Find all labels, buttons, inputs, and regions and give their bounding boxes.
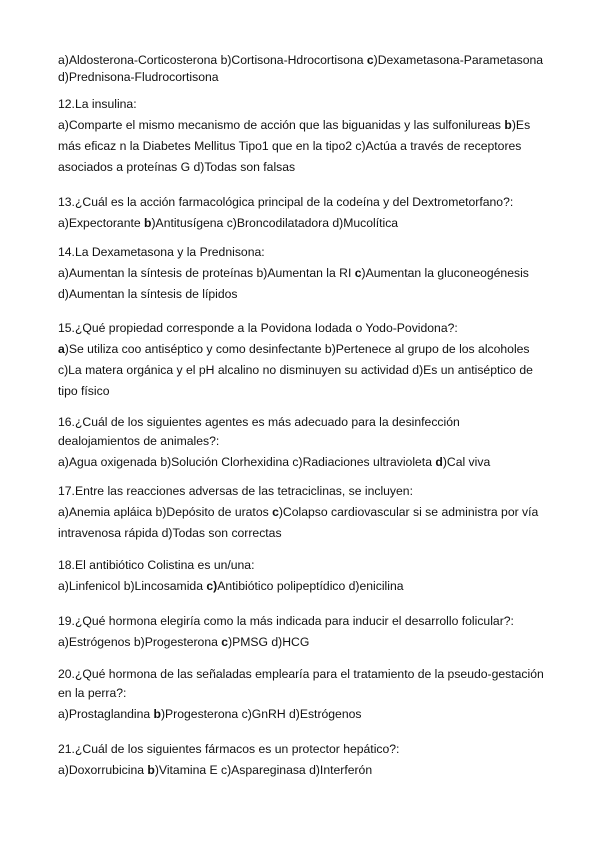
- text-line: [58, 284, 558, 305]
- answer-marker: d: [435, 455, 443, 469]
- text-line: [58, 192, 558, 213]
- text-line: [58, 760, 558, 781]
- text-segment: a)Aumentan la síntesis de proteínas b)Aumentan la RI: [58, 266, 355, 280]
- answer-marker: b: [504, 118, 512, 132]
- text-line: [58, 263, 558, 284]
- text-line: [58, 611, 558, 632]
- text-line: [58, 632, 558, 653]
- answer-marker: b: [153, 707, 161, 721]
- text-segment: a)Anemia apláica b)Depósito de uratos: [58, 505, 273, 519]
- text-segment: dealojamientos de animales?:: [58, 434, 220, 448]
- text-segment: a)Aldosterona-Corticosterona b)Cortisona-Hdrocortisona: [58, 53, 367, 67]
- question-11-options: [58, 52, 558, 86]
- answer-marker: c: [366, 53, 374, 67]
- text-segment: 21.¿Cuál de los siguientes fármacos es un protector hepático?:: [58, 742, 400, 756]
- text-segment: )Aumentan la gluconeogénesis: [361, 266, 529, 280]
- text-segment: a)Doxorrubicina: [58, 763, 148, 777]
- answer-marker: b: [147, 763, 155, 777]
- text-line: [58, 381, 558, 402]
- text-line: [58, 576, 558, 597]
- text-segment: a)Comparte el mismo mecanismo de acción que las biguanidas y las sulfonilureas: [58, 118, 505, 132]
- text-line: [58, 666, 558, 683]
- text-segment: Antibiótico polipeptídico d)enicilina: [217, 579, 404, 593]
- text-line: [58, 52, 558, 69]
- question-14: [58, 242, 558, 305]
- text-segment: )Es: [511, 118, 531, 132]
- question-13: [58, 192, 558, 234]
- text-segment: a)Estrógenos b)Progesterona: [58, 635, 222, 649]
- text-line: [58, 157, 558, 178]
- text-segment: )PMSG d)HCG: [228, 635, 310, 649]
- text-segment: 20.¿Qué hormona de las señaladas emplearía para el tratamiento de la pseudo-gestación: [58, 667, 544, 681]
- text-segment: a)Agua oxigenada b)Solución Clorhexidina c)Radiaciones ultravioleta: [58, 455, 436, 469]
- text-line: [58, 431, 558, 452]
- answer-marker: c: [221, 635, 229, 649]
- text-segment: a)Prostaglandina: [58, 707, 154, 721]
- text-segment: d)Prednisona-Fludrocortisona: [58, 70, 219, 84]
- text-segment: 19.¿Qué hormona elegiría como la más indicada para inducir el desarrollo folicular?:: [58, 614, 514, 628]
- text-segment: 14.La Dexametasona y la Prednisona:: [58, 245, 265, 259]
- text-segment: d)Aumentan la síntesis de lípidos: [58, 287, 238, 301]
- text-line: [58, 502, 558, 523]
- answer-marker: c: [272, 505, 279, 519]
- text-segment: intravenosa rápida d)Todas son correctas: [58, 526, 282, 540]
- text-segment: 12.La insulina:: [58, 97, 137, 111]
- text-line: [58, 339, 558, 360]
- text-segment: 18.El antibiótico Colistina es un/una:: [58, 558, 255, 572]
- question-16: [58, 414, 558, 473]
- text-line: [58, 555, 558, 576]
- question-15: [58, 318, 558, 402]
- text-segment: )Progesterona c)GnRH d)Estrógenos: [160, 707, 362, 721]
- text-segment: )Antitusígena c)Broncodilatadora d)Mucolítica: [151, 216, 399, 230]
- text-segment: 17.Entre las reacciones adversas de las tetraciclinas, se incluyen:: [58, 484, 413, 498]
- text-segment: más eficaz n la Diabetes Mellitus Tipo1 que en la tipo2 c)Actúa a través de receptores: [58, 139, 522, 153]
- text-segment: )Cal viva: [442, 455, 491, 469]
- text-line: [58, 360, 558, 381]
- question-19: [58, 611, 558, 653]
- question-18: [58, 555, 558, 597]
- text-line: [58, 213, 558, 234]
- text-line: [58, 704, 558, 725]
- text-segment: 13.¿Cuál es la acción farmacológica principal de la codeína y del Dextrometorfano?:: [58, 195, 514, 209]
- text-line: [58, 94, 558, 115]
- text-segment: )Dexametasona-Parametasona: [373, 53, 544, 67]
- text-line: [58, 739, 558, 760]
- text-line: [58, 69, 558, 86]
- text-line: [58, 683, 558, 704]
- text-line: [58, 115, 558, 136]
- question-17: [58, 481, 558, 544]
- text-segment: )Colapso cardiovascular si se administra por vía: [278, 505, 539, 519]
- text-segment: a)Linfenicol b)Lincosamida: [58, 579, 207, 593]
- text-segment: 16.¿Cuál de los siguientes agentes es más adecuado para la desinfección: [58, 415, 460, 429]
- text-segment: asociados a proteínas G d)Todas son falsas: [58, 160, 296, 174]
- answer-marker: a: [58, 342, 65, 356]
- text-segment: 15.¿Qué propiedad corresponde a la Povidona Iodada o Yodo-Povidona?:: [58, 321, 458, 335]
- text-line: [58, 481, 558, 502]
- text-line: [58, 136, 558, 157]
- question-21: [58, 739, 558, 781]
- text-segment: tipo físico: [58, 384, 110, 398]
- answer-marker: b: [144, 216, 152, 230]
- text-segment: )Se utiliza coo antiséptico y como desinfectante b)Pertenece al grupo de los alcoholes: [64, 342, 530, 356]
- question-20: [58, 666, 558, 725]
- text-line: [58, 452, 558, 473]
- text-line: [58, 414, 558, 431]
- text-segment: en la perra?:: [58, 686, 127, 700]
- text-line: [58, 523, 558, 544]
- answer-marker: c): [206, 579, 218, 593]
- text-line: [58, 242, 558, 263]
- answer-marker: c: [354, 266, 362, 280]
- question-12: [58, 94, 558, 178]
- text-line: [58, 318, 558, 339]
- text-segment: c)La matera orgánica y el pH alcalino no disminuyen su actividad d)Es un antiséptico de: [58, 363, 533, 377]
- text-segment: )Vitamina E c)Aspareginasa d)Interferón: [154, 763, 373, 777]
- text-segment: a)Expectorante: [58, 216, 145, 230]
